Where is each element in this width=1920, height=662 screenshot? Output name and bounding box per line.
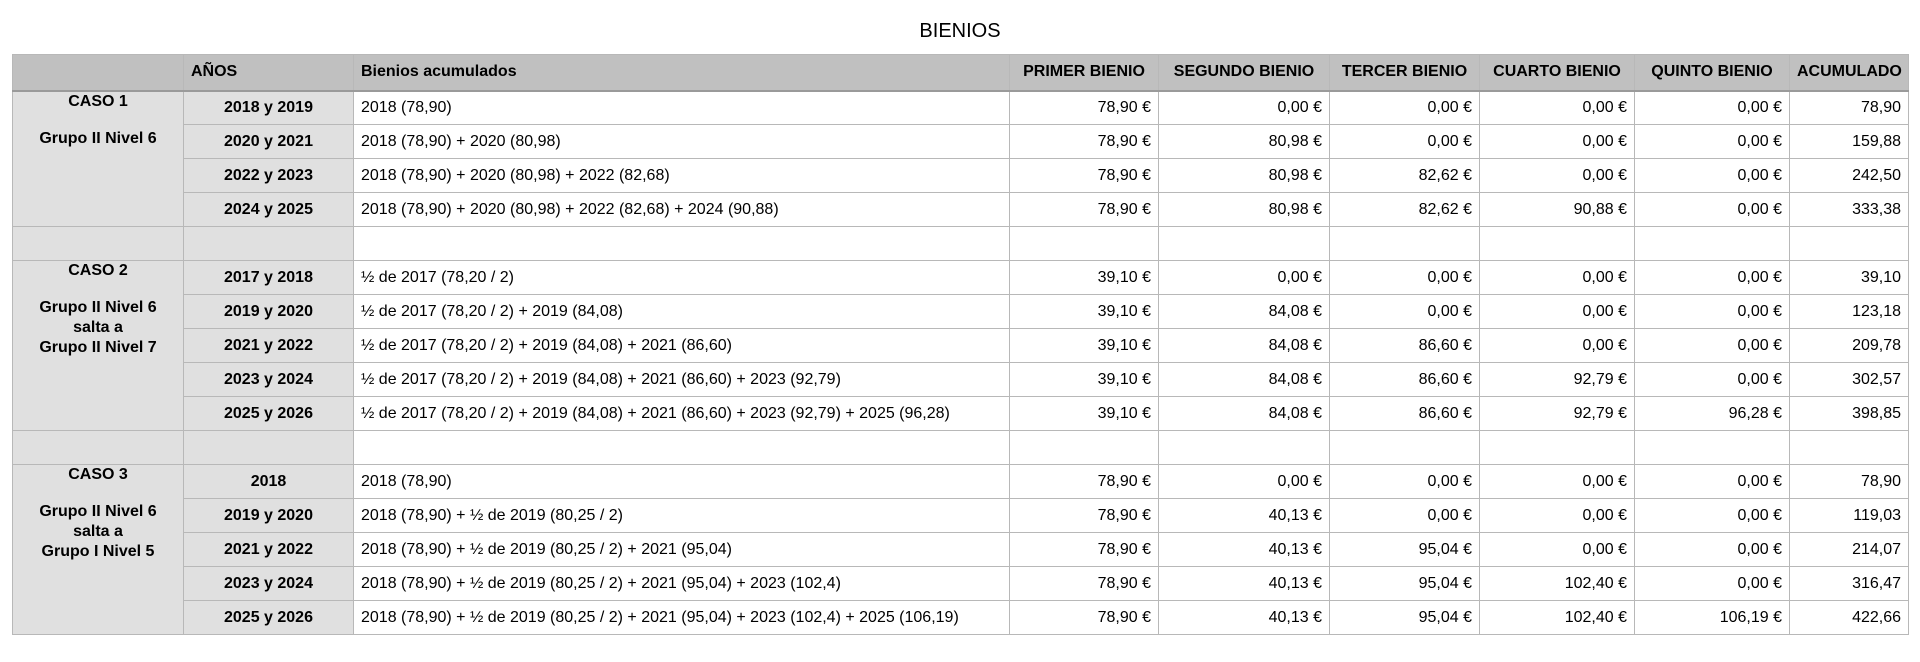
quinto-bienio-cell: 0,00 € <box>1635 125 1790 159</box>
cuarto-bienio-cell: 92,79 € <box>1480 363 1635 397</box>
case-group-line: salta a <box>73 523 123 540</box>
header-cuarto-bienio: CUARTO BIENIO <box>1480 55 1635 91</box>
spacer-row <box>13 431 1909 465</box>
segundo-bienio-cell: 40,13 € <box>1159 601 1330 635</box>
quinto-bienio-cell: 0,00 € <box>1635 295 1790 329</box>
case-label: CASO 3 <box>68 466 128 483</box>
header-anos: AÑOS <box>184 55 354 91</box>
table-row <box>13 125 1909 159</box>
acumulado-bienio-cell: 302,57 <box>1790 363 1909 397</box>
years-cell: 2024 y 2025 <box>184 193 354 227</box>
spacer-cell <box>1790 227 1909 261</box>
table-row <box>13 465 1909 499</box>
bienios-desc-cell: 2018 (78,90) + ½ de 2019 (80,25 / 2) + 2021 (95,04) + 2023 (102,4) <box>354 567 1010 601</box>
table-row <box>13 193 1909 227</box>
years-cell: 2025 y 2026 <box>184 601 354 635</box>
spacer-cell <box>1790 431 1909 465</box>
spacer-cell <box>184 431 354 465</box>
primer-bienio-cell: 39,10 € <box>1010 363 1159 397</box>
segundo-bienio-cell: 0,00 € <box>1159 465 1330 499</box>
header-acumulado: ACUMULADO <box>1790 55 1909 91</box>
spacer-cell <box>1330 431 1480 465</box>
years-cell: 2017 y 2018 <box>184 261 354 295</box>
table-row <box>13 499 1909 533</box>
primer-bienio-cell: 78,90 € <box>1010 499 1159 533</box>
case-label: CASO 1 <box>68 92 128 110</box>
quinto-bienio-cell: 0,00 € <box>1635 261 1790 295</box>
bienios-desc-cell: ½ de 2017 (78,20 / 2) + 2019 (84,08) + 2021 (86,60) + 2023 (92,79) <box>354 363 1010 397</box>
tercer-bienio-cell: 86,60 € <box>1330 329 1480 363</box>
acumulado-bienio-cell: 214,07 <box>1790 533 1909 567</box>
table-row <box>13 261 1909 295</box>
primer-bienio-cell: 78,90 € <box>1010 601 1159 635</box>
tercer-bienio-cell: 86,60 € <box>1330 397 1480 431</box>
case-group-line: Grupo I Nivel 5 <box>41 543 155 560</box>
primer-bienio-cell: 78,90 € <box>1010 465 1159 499</box>
cuarto-bienio-cell: 0,00 € <box>1480 533 1635 567</box>
tercer-bienio-cell: 0,00 € <box>1330 465 1480 499</box>
table-row <box>13 363 1909 397</box>
primer-bienio-cell: 78,90 € <box>1010 567 1159 601</box>
segundo-bienio-cell: 84,08 € <box>1159 397 1330 431</box>
tercer-bienio-cell: 82,62 € <box>1330 159 1480 193</box>
case-group-line: Grupo II Nivel 7 <box>39 339 157 356</box>
quinto-bienio-cell: 0,00 € <box>1635 567 1790 601</box>
tercer-bienio-cell: 95,04 € <box>1330 567 1480 601</box>
case-cell <box>13 465 184 635</box>
bienios-desc-cell: 2018 (78,90) + 2020 (80,98) + 2022 (82,68) + 2024 (90,88) <box>354 193 1010 227</box>
quinto-bienio-cell: 96,28 € <box>1635 397 1790 431</box>
quinto-bienio-cell: 0,00 € <box>1635 363 1790 397</box>
quinto-bienio-cell: 106,19 € <box>1635 601 1790 635</box>
case-group-line: Grupo II Nivel 6 <box>39 129 157 147</box>
spacer-cell <box>1480 431 1635 465</box>
spacer-cell <box>1159 227 1330 261</box>
cuarto-bienio-cell: 0,00 € <box>1480 125 1635 159</box>
cuarto-bienio-cell: 0,00 € <box>1480 499 1635 533</box>
acumulado-bienio-cell: 78,90 <box>1790 465 1909 499</box>
years-cell: 2022 y 2023 <box>184 159 354 193</box>
years-cell: 2020 y 2021 <box>184 125 354 159</box>
primer-bienio-cell: 78,90 € <box>1010 91 1159 125</box>
table-row <box>13 601 1909 635</box>
segundo-bienio-cell: 84,08 € <box>1159 363 1330 397</box>
primer-bienio-cell: 39,10 € <box>1010 329 1159 363</box>
years-cell: 2021 y 2022 <box>184 329 354 363</box>
tercer-bienio-cell: 0,00 € <box>1330 91 1480 125</box>
quinto-bienio-cell: 0,00 € <box>1635 329 1790 363</box>
tercer-bienio-cell: 95,04 € <box>1330 533 1480 567</box>
spacer-cell <box>1480 227 1635 261</box>
cuarto-bienio-cell: 0,00 € <box>1480 159 1635 193</box>
spacer-cell <box>184 227 354 261</box>
primer-bienio-cell: 78,90 € <box>1010 159 1159 193</box>
segundo-bienio-cell: 80,98 € <box>1159 159 1330 193</box>
bienios-desc-cell: 2018 (78,90) + ½ de 2019 (80,25 / 2) <box>354 499 1010 533</box>
primer-bienio-cell: 78,90 € <box>1010 125 1159 159</box>
acumulado-bienio-cell: 209,78 <box>1790 329 1909 363</box>
quinto-bienio-cell: 0,00 € <box>1635 159 1790 193</box>
spacer-cell <box>1010 227 1159 261</box>
cuarto-bienio-cell: 0,00 € <box>1480 465 1635 499</box>
primer-bienio-cell: 39,10 € <box>1010 397 1159 431</box>
cuarto-bienio-cell: 0,00 € <box>1480 329 1635 363</box>
bienios-desc-cell: ½ de 2017 (78,20 / 2) + 2019 (84,08) + 2021 (86,60) + 2023 (92,79) + 2025 (96,28) <box>354 397 1010 431</box>
header-bienios-acumulados: Bienios acumulados <box>354 55 1010 91</box>
quinto-bienio-cell: 0,00 € <box>1635 533 1790 567</box>
quinto-bienio-cell: 0,00 € <box>1635 499 1790 533</box>
spacer-cell <box>1159 431 1330 465</box>
acumulado-bienio-cell: 333,38 <box>1790 193 1909 227</box>
tercer-bienio-cell: 86,60 € <box>1330 363 1480 397</box>
segundo-bienio-cell: 80,98 € <box>1159 193 1330 227</box>
cuarto-bienio-cell: 0,00 € <box>1480 91 1635 125</box>
case-group-line: Grupo II Nivel 6 <box>39 503 157 520</box>
spacer-cell <box>13 227 184 261</box>
bienios-desc-cell: 2018 (78,90) + 2020 (80,98) <box>354 125 1010 159</box>
bienios-desc-cell: 2018 (78,90) + ½ de 2019 (80,25 / 2) + 2021 (95,04) + 2023 (102,4) + 2025 (106,19) <box>354 601 1010 635</box>
acumulado-bienio-cell: 123,18 <box>1790 295 1909 329</box>
header-caso <box>13 55 184 91</box>
bienios-desc-cell: 2018 (78,90) <box>354 91 1010 125</box>
table-row <box>13 159 1909 193</box>
acumulado-bienio-cell: 159,88 <box>1790 125 1909 159</box>
primer-bienio-cell: 39,10 € <box>1010 261 1159 295</box>
years-cell: 2021 y 2022 <box>184 533 354 567</box>
cuarto-bienio-cell: 102,40 € <box>1480 567 1635 601</box>
tercer-bienio-cell: 0,00 € <box>1330 295 1480 329</box>
spacer-cell <box>13 431 184 465</box>
acumulado-bienio-cell: 242,50 <box>1790 159 1909 193</box>
cuarto-bienio-cell: 102,40 € <box>1480 601 1635 635</box>
spacer-cell <box>1330 227 1480 261</box>
spacer-cell <box>1010 431 1159 465</box>
acumulado-bienio-cell: 119,03 <box>1790 499 1909 533</box>
spacer-cell <box>1635 227 1790 261</box>
segundo-bienio-cell: 40,13 € <box>1159 499 1330 533</box>
spacer-cell <box>354 431 1010 465</box>
bienios-desc-cell: ½ de 2017 (78,20 / 2) + 2019 (84,08) <box>354 295 1010 329</box>
bienios-desc-cell: 2018 (78,90) + ½ de 2019 (80,25 / 2) + 2021 (95,04) <box>354 533 1010 567</box>
header-segundo-bienio: SEGUNDO BIENIO <box>1159 55 1330 91</box>
years-cell: 2023 y 2024 <box>184 567 354 601</box>
acumulado-bienio-cell: 398,85 <box>1790 397 1909 431</box>
years-cell: 2018 y 2019 <box>184 91 354 125</box>
tercer-bienio-cell: 0,00 € <box>1330 499 1480 533</box>
case-cell <box>13 91 184 227</box>
years-cell: 2019 y 2020 <box>184 295 354 329</box>
segundo-bienio-cell: 40,13 € <box>1159 567 1330 601</box>
bienios-desc-cell: ½ de 2017 (78,20 / 2) <box>354 261 1010 295</box>
years-cell: 2023 y 2024 <box>184 363 354 397</box>
quinto-bienio-cell: 0,00 € <box>1635 465 1790 499</box>
table-body <box>13 91 1909 635</box>
acumulado-bienio-cell: 316,47 <box>1790 567 1909 601</box>
header-tercer-bienio: TERCER BIENIO <box>1330 55 1480 91</box>
bienios-table <box>12 54 1909 635</box>
tercer-bienio-cell: 82,62 € <box>1330 193 1480 227</box>
quinto-bienio-cell: 0,00 € <box>1635 91 1790 125</box>
case-label: CASO 2 <box>68 262 128 279</box>
cuarto-bienio-cell: 92,79 € <box>1480 397 1635 431</box>
tercer-bienio-cell: 95,04 € <box>1330 601 1480 635</box>
tercer-bienio-cell: 0,00 € <box>1330 125 1480 159</box>
case-cell <box>13 261 184 431</box>
primer-bienio-cell: 78,90 € <box>1010 193 1159 227</box>
table-row <box>13 295 1909 329</box>
quinto-bienio-cell: 0,00 € <box>1635 193 1790 227</box>
tercer-bienio-cell: 0,00 € <box>1330 261 1480 295</box>
segundo-bienio-cell: 0,00 € <box>1159 91 1330 125</box>
cuarto-bienio-cell: 0,00 € <box>1480 261 1635 295</box>
primer-bienio-cell: 78,90 € <box>1010 533 1159 567</box>
segundo-bienio-cell: 84,08 € <box>1159 329 1330 363</box>
table-row <box>13 533 1909 567</box>
acumulado-bienio-cell: 78,90 <box>1790 91 1909 125</box>
segundo-bienio-cell: 40,13 € <box>1159 533 1330 567</box>
page-title: BIENIOS <box>919 20 1001 42</box>
cuarto-bienio-cell: 90,88 € <box>1480 193 1635 227</box>
bienios-desc-cell: 2018 (78,90) <box>354 465 1010 499</box>
bienios-desc-cell: 2018 (78,90) + 2020 (80,98) + 2022 (82,68) <box>354 159 1010 193</box>
segundo-bienio-cell: 84,08 € <box>1159 295 1330 329</box>
years-cell: 2025 y 2026 <box>184 397 354 431</box>
table-row <box>13 91 1909 125</box>
header-primer-bienio: PRIMER BIENIO <box>1010 55 1159 91</box>
spacer-cell <box>354 227 1010 261</box>
table-row <box>13 397 1909 431</box>
table-row <box>13 567 1909 601</box>
bienios-desc-cell: ½ de 2017 (78,20 / 2) + 2019 (84,08) + 2021 (86,60) <box>354 329 1010 363</box>
header-row <box>13 55 1909 91</box>
acumulado-bienio-cell: 422,66 <box>1790 601 1909 635</box>
header-quinto-bienio: QUINTO BIENIO <box>1635 55 1790 91</box>
segundo-bienio-cell: 80,98 € <box>1159 125 1330 159</box>
primer-bienio-cell: 39,10 € <box>1010 295 1159 329</box>
years-cell: 2018 <box>184 465 354 499</box>
years-cell: 2019 y 2020 <box>184 499 354 533</box>
table-row <box>13 329 1909 363</box>
acumulado-bienio-cell: 39,10 <box>1790 261 1909 295</box>
spacer-cell <box>1635 431 1790 465</box>
case-group-line: salta a <box>73 319 123 336</box>
case-group-line: Grupo II Nivel 6 <box>39 299 157 316</box>
cuarto-bienio-cell: 0,00 € <box>1480 295 1635 329</box>
spacer-row <box>13 227 1909 261</box>
segundo-bienio-cell: 0,00 € <box>1159 261 1330 295</box>
